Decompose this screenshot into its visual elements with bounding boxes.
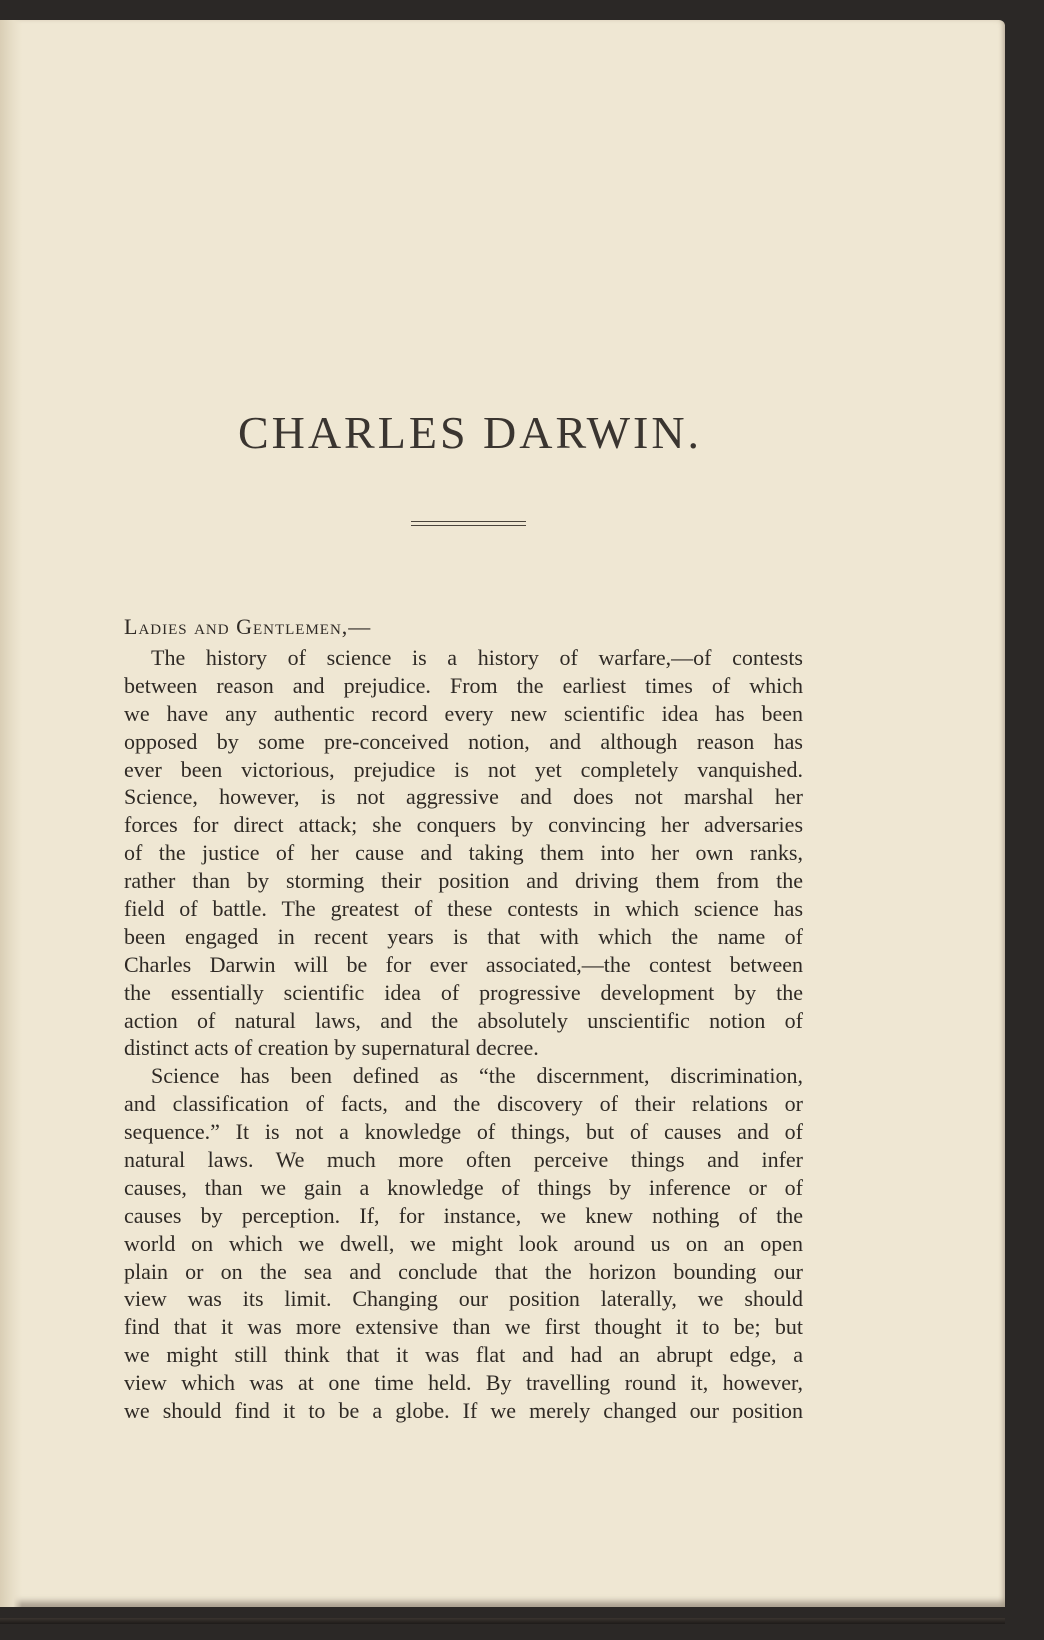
text-line: between reason and prejudice. From the earliest times of which [124,672,803,698]
title-divider [411,521,526,526]
text-line: opposed by some pre-conceived notion, and although reason has [124,728,803,754]
text-line: the essentially scientific idea of progressive development by the [124,979,803,1005]
page-bottom-edge [0,1618,1005,1624]
text-line: field of battle. The greatest of these contests in which science has [124,896,803,922]
page-gutter [0,20,22,1607]
text-line: plain or on the sea and conclude that the horizon bounding our [124,1258,803,1284]
text-line: we should find it to be a globe. If we merely changed our position [124,1398,803,1424]
text-line: forces for direct attack; she conquers by convincing her adversaries [124,812,803,838]
text-line: world on which we dwell, we might look around us on an open [124,1230,803,1256]
text-line: and classification of facts, and the discovery of their relations or [124,1091,803,1117]
text-line: view which was at one time held. By travelling round it, however, [124,1370,803,1396]
text-line: causes, than we gain a knowledge of things by inference or of [124,1174,803,1200]
text-line: we might still think that it was flat and had an abrupt edge, a [124,1342,803,1368]
text-line: The history of science is a history of warfare,—of contests [151,645,803,670]
text-line: action of natural laws, and the absolutely unscientific notion of [124,1007,803,1033]
text-line: rather than by storming their position and driving them from the [124,868,803,894]
salutation: Ladies and Gentlemen,— [124,614,372,639]
chapter-title: CHARLES DARWIN. [237,407,703,458]
book-page [0,20,1005,1607]
text-line: we have any authentic record every new scientific idea has been [124,700,803,726]
text-line: view was its limit. Changing our position laterally, we should [124,1286,803,1312]
text-line: distinct acts of creation by supernatural decree. [124,1035,539,1061]
text-line: natural laws. We much more often perceive things and infer [124,1147,803,1173]
text-line: Science, however, is not aggressive and does not marshal her [124,784,803,810]
text-line: sequence.” It is not a knowledge of things, but of causes and of [124,1119,803,1145]
text-line: Charles Darwin will be for ever associated,—the contest between [124,951,803,977]
text-line: causes by perception. If, for instance, we knew nothing of the [124,1202,803,1228]
body-text [124,644,803,1425]
text-line: find that it was more extensive than we first thought it to be; but [124,1314,803,1340]
text-line: Science has been defined as “the discernment, discrimination, [151,1063,803,1089]
text-line: been engaged in recent years is that with which the name of [124,923,803,949]
text-line: of the justice of her cause and taking them into her own ranks, [124,840,803,866]
text-line: ever been victorious, prejudice is not yet completely vanquished. [124,756,803,782]
